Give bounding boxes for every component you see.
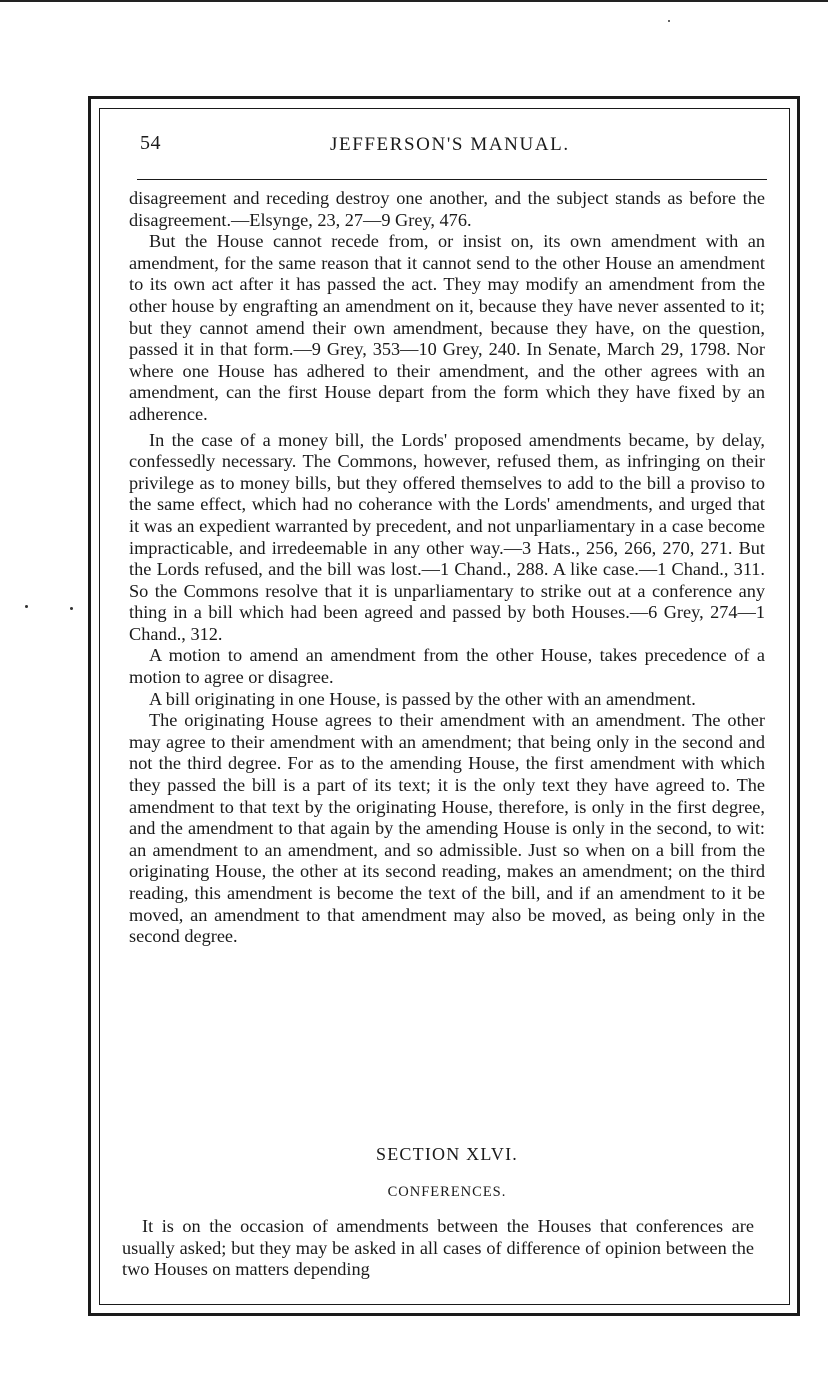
scan-edge-mark xyxy=(0,0,828,2)
section-subtitle: CONFERENCES. xyxy=(387,1184,507,1200)
margin-speck xyxy=(70,607,73,610)
section-title: SECTION XLVI. xyxy=(376,1144,518,1164)
body-text xyxy=(129,188,765,948)
paragraph: In the case of a money bill, the Lords' proposed amendments became, by delay, confessedly necessary. The Commons, however, refused them, as infringing on their privilege as to money bills, but they offered themselves to add to the bill a proviso to the same effect, which had no coherance with the Lords' amendments, and urged that it was an expedient warranted by precedent, and not unparliamentary in a case become impracticable, and irredeemable in any other way.—3 Hats., 256, 266, 270, 271. But the Lords refused, and the bill was lost.—1 Chand., 288. A like case.—1 Chand., 311. So the Commons resolve that it is unparliamentary to strike out at a conference any thing in a bill which had been agreed and passed by both Houses.—6 Grey, 274—1 Chand., 312. xyxy=(129,429,765,644)
margin-speck xyxy=(668,20,670,22)
header-rule xyxy=(137,179,767,180)
page-number: 54 xyxy=(140,132,161,154)
paragraph: disagreement and receding destroy one another, and the subject stands as before the disagreement.—Elsynge, 23, 27—9 Grey, 476. xyxy=(129,188,765,230)
running-head: JEFFERSON'S MANUAL. xyxy=(330,134,570,155)
page-header xyxy=(140,132,770,162)
paragraph: A bill originating in one House, is passed by the other with an amendment. xyxy=(149,688,696,709)
paragraph: A motion to amend an amendment from the other House, takes precedence of a motion to agree or disagree. xyxy=(129,645,765,688)
margin-speck xyxy=(25,605,28,608)
section-body xyxy=(122,1216,754,1281)
paragraph: But the House cannot recede from, or insist on, its own amendment with an amendment, for the same reason that it cannot send to the other House an amendment to its own act after it has passed the act. They may modify an amendment from the other house by engrafting an amendment on it, because they have never assented to it; but they cannot amend their own amendment, because they have, on the question, passed it in that form.—9 Grey, 353—10 Grey, 240. In Senate, March 29, 1798. Nor where one House has adhered to their amendment, and the other agrees with an amendment, can the first House depart from the form which they have fixed by an adherence. xyxy=(129,231,765,424)
paragraph: It is on the occasion of amendments between the Houses that conferences are usually asked; but they may be asked in all cases of difference of opinion between the two Houses on matters depending xyxy=(122,1216,754,1280)
paragraph: The originating House agrees to their amendment with an amendment. The other may agree to their amendment with an amendment; that being only in the second and not the third degree. For as to the amending House, the first amendment with which they passed the bill is a part of its text; it is the only text they have agreed to. The amendment to that text by the originating House, therefore, is only in the first degree, and the amendment to that again by the amending House is only in the second, to wit: an amendment to an amendment, and so admissible. Just so when on a bill from the originating House, the other at its second reading, makes an amendment; on the third reading, this amendment is become the text of the bill, and if an amendment to it be moved, an amendment to that amendment may also be moved, as being only in the second degree. xyxy=(129,710,765,947)
